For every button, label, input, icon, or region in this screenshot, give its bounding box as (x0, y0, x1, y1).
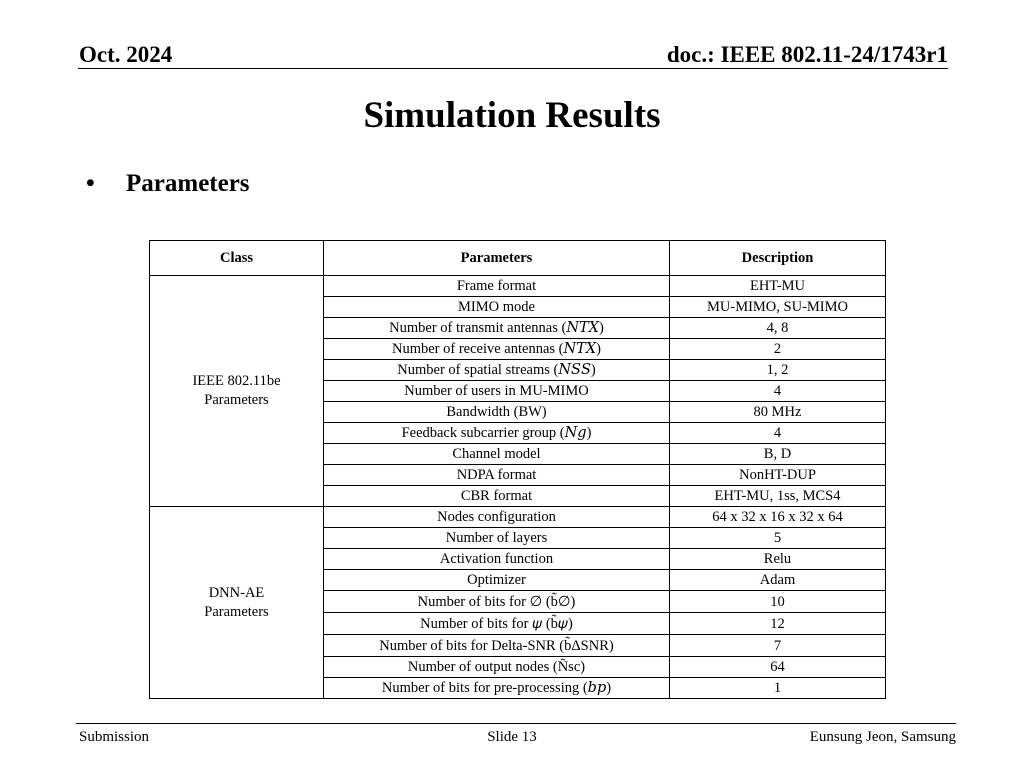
param-cell: Activation function (324, 549, 670, 570)
param-cell: Number of layers (324, 528, 670, 549)
desc-cell: 4 (670, 381, 886, 402)
desc-cell: 1 (670, 678, 886, 699)
param-cell: Bandwidth (BW) (324, 402, 670, 423)
desc-cell: 64 (670, 657, 886, 678)
desc-cell: 7 (670, 635, 886, 657)
bullet-text: Parameters (126, 170, 250, 197)
param-cell: Number of users in MU-MIMO (324, 381, 670, 402)
desc-cell: 12 (670, 613, 886, 635)
param-cell: Number of bits for ∅ (b̃∅) (324, 591, 670, 613)
desc-cell: 64 x 32 x 16 x 32 x 64 (670, 507, 886, 528)
bullet-item (86, 170, 250, 198)
footer-author: Eunsung Jeon, Samsung (809, 729, 956, 745)
desc-cell: 1, 2 (670, 360, 886, 381)
param-cell: Number of receive antennas (𝑁𝑇𝑋) (324, 339, 670, 360)
param-cell: Channel model (324, 444, 670, 465)
parameters-table (149, 240, 886, 699)
desc-cell: 10 (670, 591, 886, 613)
footer-slide-number: Slide 13 (487, 729, 537, 745)
header-description: Description (670, 241, 886, 276)
class-cell-dnn (150, 507, 324, 699)
header-doc-id: doc.: IEEE 802.11-24/1743r1 (666, 42, 948, 67)
header-date: Oct. 2024 (79, 42, 173, 67)
param-cell: Optimizer (324, 570, 670, 591)
param-cell: Number of bits for Delta-SNR (b̃ΔSNR) (324, 635, 670, 657)
footer-submission: Submission (79, 729, 150, 745)
desc-cell: NonHT-DUP (670, 465, 886, 486)
param-cell: Number of spatial streams (𝑁𝑆𝑆) (324, 360, 670, 381)
param-cell: Number of bits for 𝜓 (b̃𝜓) (324, 613, 670, 635)
param-cell: Nodes configuration (324, 507, 670, 528)
desc-cell: Relu (670, 549, 886, 570)
param-cell: CBR format (324, 486, 670, 507)
desc-cell: MU-MIMO, SU-MIMO (670, 297, 886, 318)
bullet-icon: • (86, 170, 95, 197)
desc-cell: 80 MHz (670, 402, 886, 423)
class-cell-ieee (150, 276, 324, 507)
param-cell: NDPA format (324, 465, 670, 486)
table-row (150, 507, 886, 528)
param-cell: Number of bits for pre-processing (𝑏𝑝) (324, 678, 670, 699)
desc-cell: 4 (670, 423, 886, 444)
desc-cell: 2 (670, 339, 886, 360)
param-cell: Number of output nodes (Ñsc) (324, 657, 670, 678)
slide-title: Simulation Results (363, 95, 661, 136)
footer-divider (76, 723, 956, 724)
table-row (150, 276, 886, 297)
table-header-row (150, 241, 886, 276)
class-label-ieee: IEEE 802.11be Parameters (192, 373, 281, 408)
header-class: Class (150, 241, 324, 276)
desc-cell: EHT-MU (670, 276, 886, 297)
desc-cell: Adam (670, 570, 886, 591)
desc-cell: 4, 8 (670, 318, 886, 339)
header-parameters: Parameters (324, 241, 670, 276)
desc-cell: EHT-MU, 1ss, MCS4 (670, 486, 886, 507)
param-cell: Number of transmit antennas (𝑁𝑇𝑋) (324, 318, 670, 339)
param-cell: MIMO mode (324, 297, 670, 318)
desc-cell: 5 (670, 528, 886, 549)
desc-cell: B, D (670, 444, 886, 465)
header-divider (78, 68, 948, 69)
param-cell: Feedback subcarrier group (𝑁𝑔) (324, 423, 670, 444)
class-label-dnn: DNN-AE Parameters (204, 584, 269, 620)
param-cell: Frame format (324, 276, 670, 297)
